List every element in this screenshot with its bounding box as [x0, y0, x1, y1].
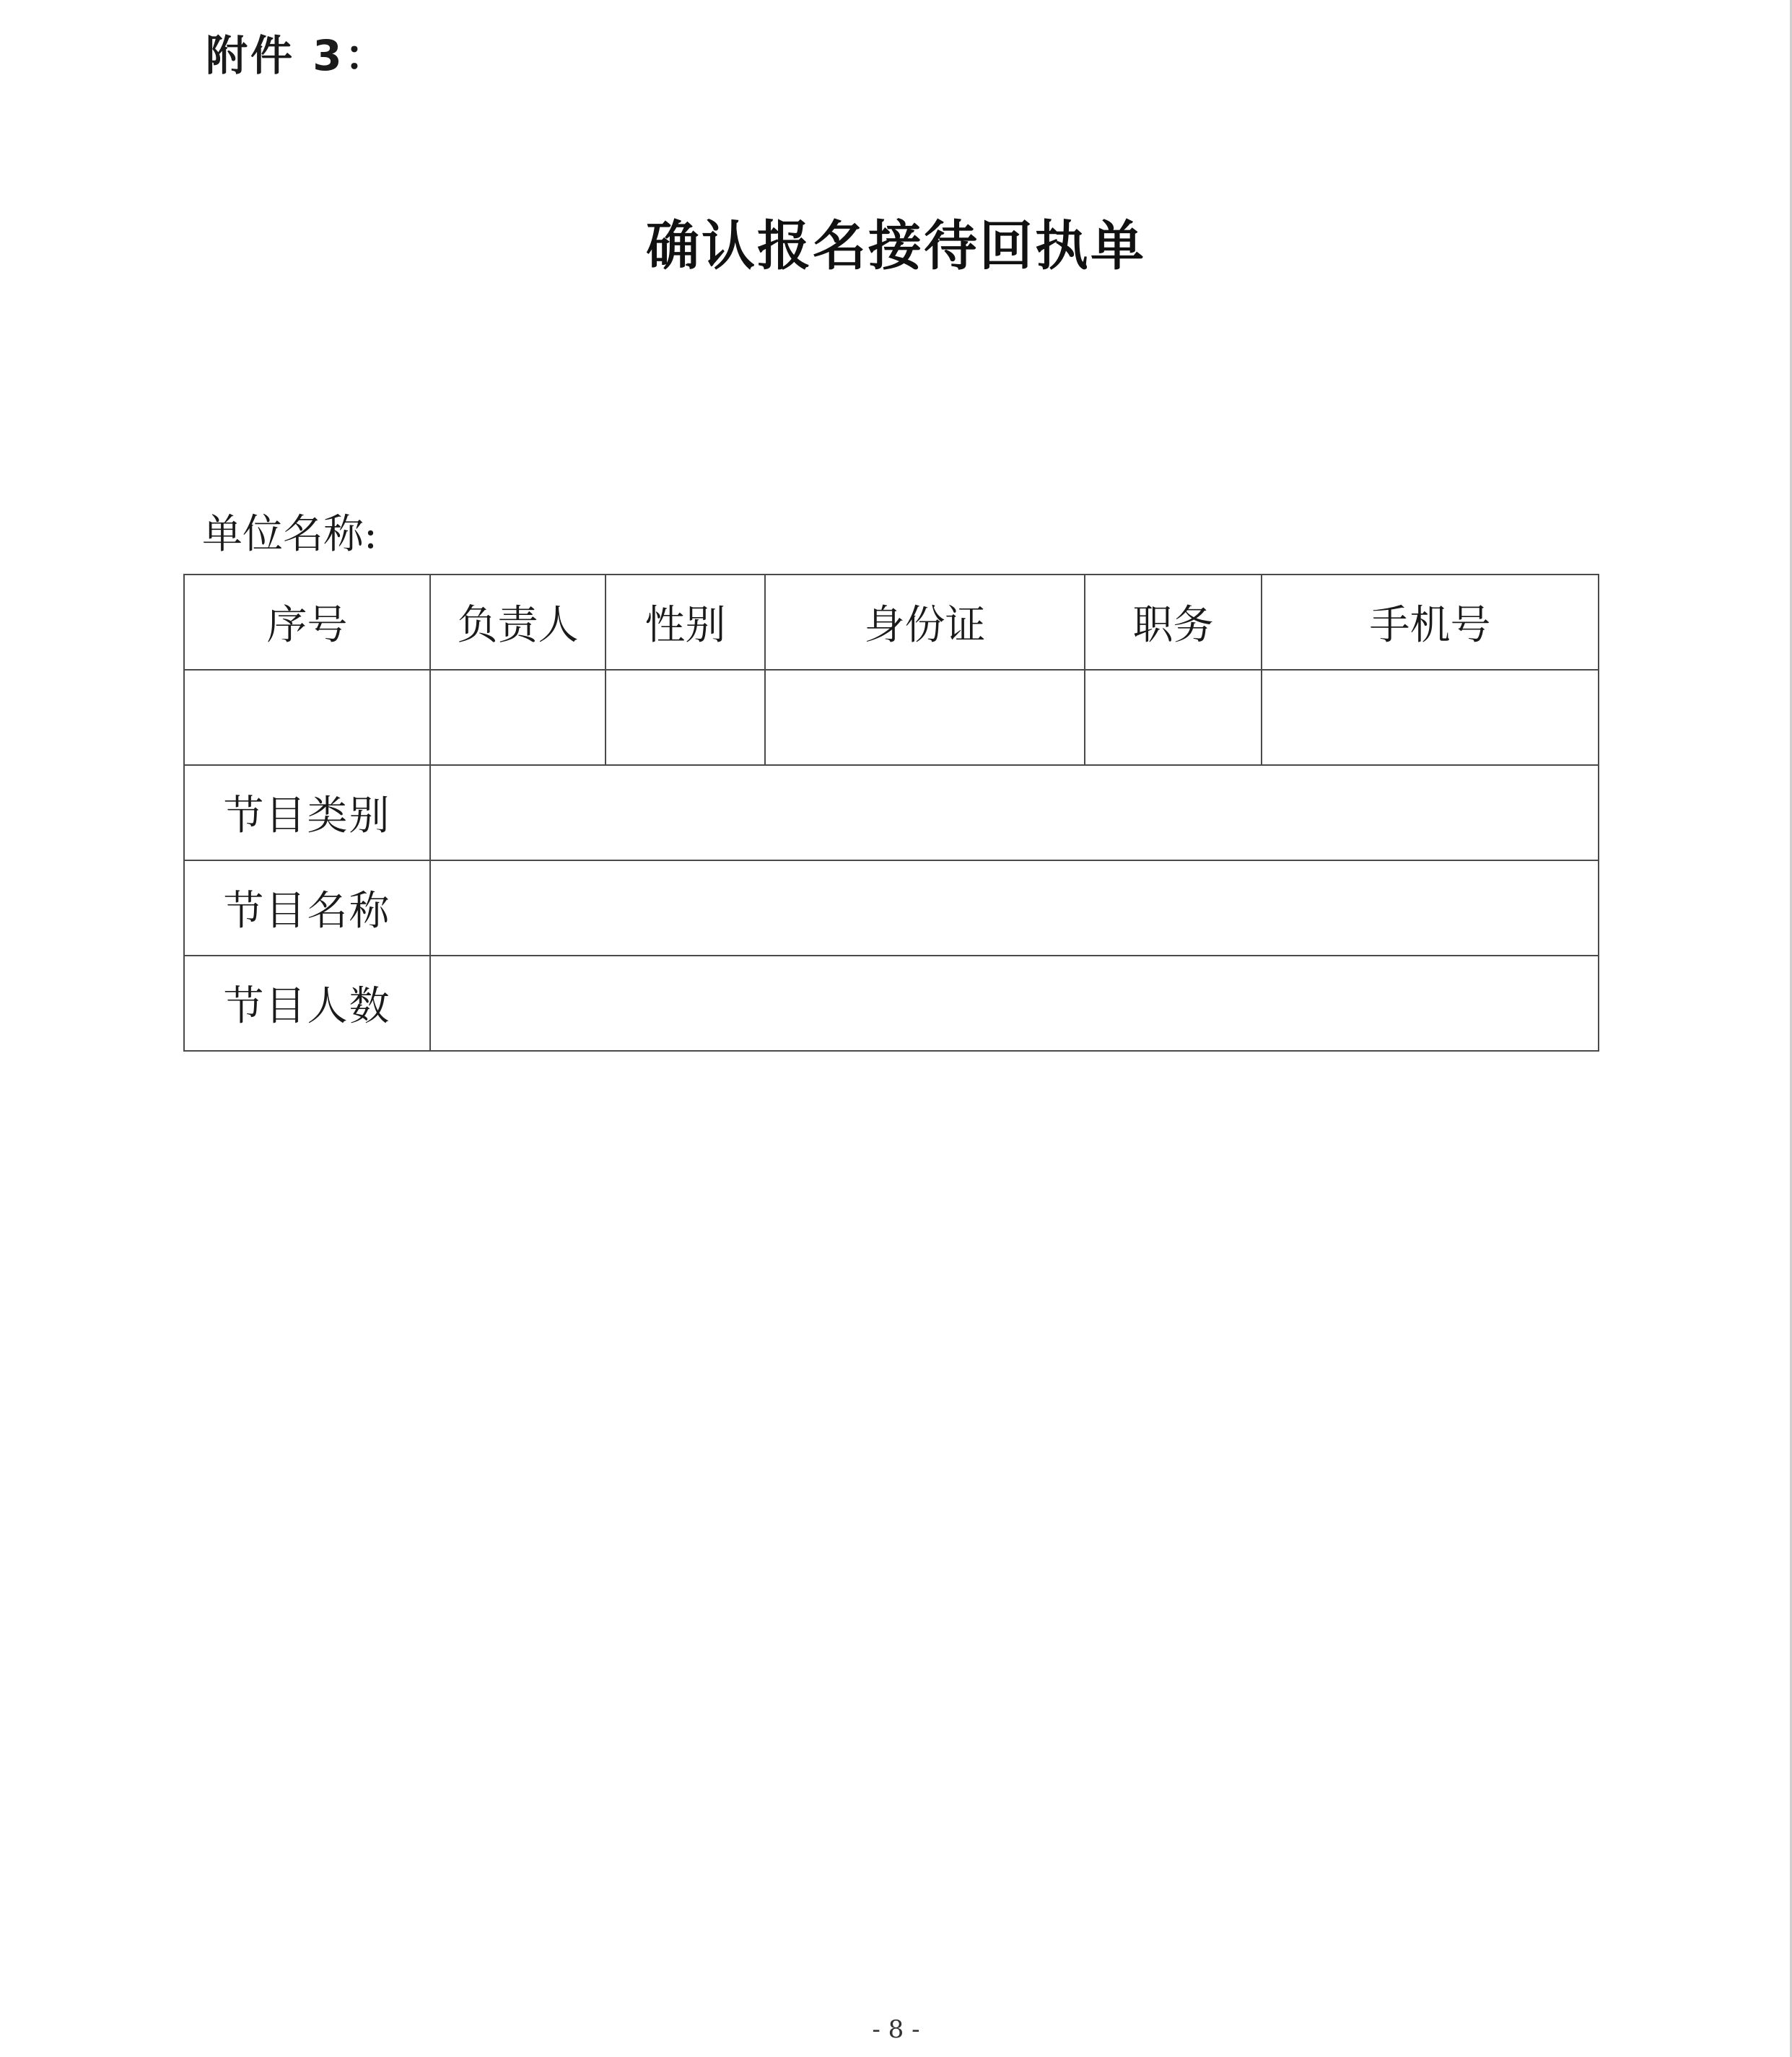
program-headcount-field[interactable] [430, 956, 1599, 1051]
table-header-row [184, 575, 1599, 670]
person-in-charge-cell[interactable] [430, 670, 606, 765]
header-id-card: 身份证 [765, 575, 1085, 670]
serial-number-cell[interactable] [184, 670, 430, 765]
gender-cell[interactable] [606, 670, 765, 765]
position-cell[interactable] [1085, 670, 1262, 765]
receipt-table [183, 574, 1599, 1052]
page-number: - 8 - [872, 2015, 920, 2044]
id-card-cell[interactable] [765, 670, 1085, 765]
unit-name-label: 单位名称: [202, 511, 377, 558]
header-position: 职务 [1085, 575, 1262, 670]
header-person-in-charge: 负责人 [430, 575, 606, 670]
program-headcount-label: 节目人数 [184, 956, 430, 1051]
table-row-program-headcount [184, 956, 1599, 1051]
table-row [184, 670, 1599, 765]
header-serial-number: 序号 [184, 575, 430, 670]
page-title: 确认报名接待回执单 [646, 215, 1146, 277]
program-category-field[interactable] [430, 765, 1599, 860]
attachment-label: 附件 3： [206, 31, 390, 80]
phone-cell[interactable] [1262, 670, 1599, 765]
program-name-field[interactable] [430, 860, 1599, 956]
program-category-label: 节目类别 [184, 765, 430, 860]
program-name-label: 节目名称 [184, 860, 430, 956]
header-gender: 性别 [606, 575, 765, 670]
table-row-program-category [184, 765, 1599, 860]
table-row-program-name [184, 860, 1599, 956]
header-phone: 手机号 [1262, 575, 1599, 670]
